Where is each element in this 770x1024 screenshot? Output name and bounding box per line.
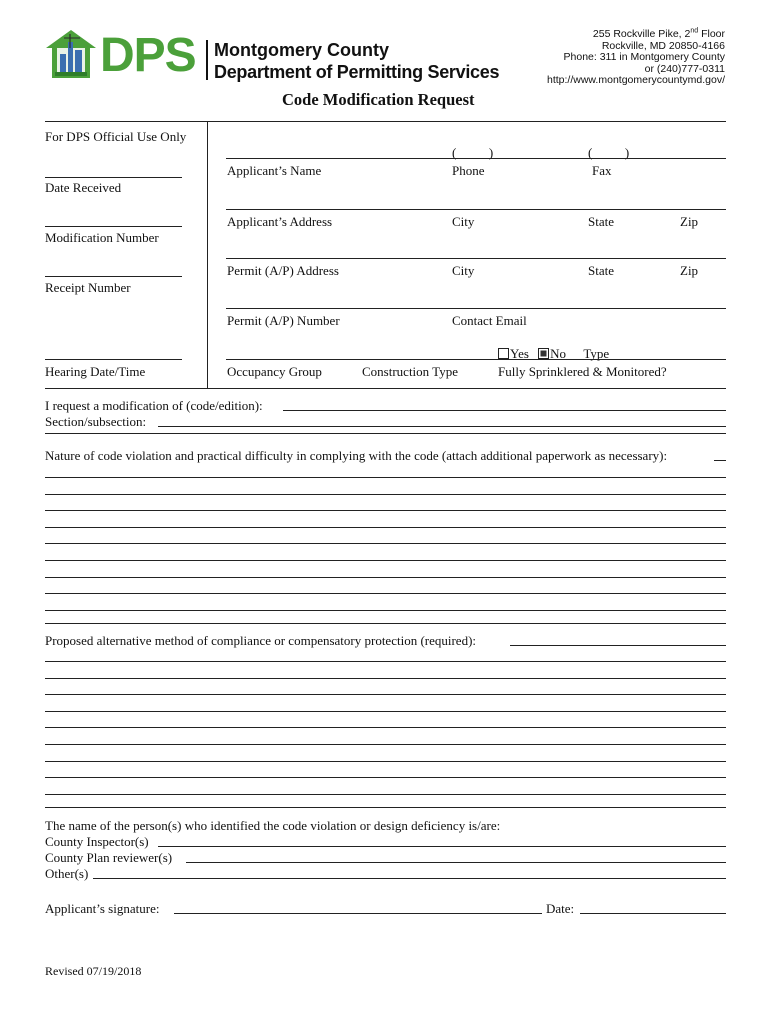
org-name-line1: Montgomery County [214,40,389,60]
nature-line-8[interactable] [45,593,726,594]
nature-label: Nature of code violation and practical difficulty in complying with the code (attach additional paperwork as necessary): [45,448,668,463]
modification-number-label: Modification Number [45,230,159,245]
applicant-address-field[interactable] [226,209,726,210]
proposed-line-8[interactable] [45,777,726,778]
nature-line-3[interactable] [45,510,726,511]
applicant-name-label: Applicant’s Name [227,163,322,178]
phone-paren: ( ) [452,145,494,160]
proposed-line-6[interactable] [45,744,726,745]
address-line2: Rockville, MD 20850-4166 [601,39,725,52]
applicant-name-field[interactable] [226,158,726,159]
permit-state-label: State [588,263,614,278]
yes-checkbox[interactable] [498,348,509,359]
inspector-label: County Inspector(s) [45,834,149,849]
hearing-date-label: Hearing Date/Time [45,364,146,379]
page-title: Code Modification Request [282,90,475,109]
phone-label: Phone [452,163,485,178]
no-label: No [550,346,567,361]
proposed-line-9[interactable] [45,794,726,795]
nature-line-4[interactable] [45,527,726,528]
signature-field[interactable] [174,913,542,914]
proposed-line-1[interactable] [45,661,726,662]
hearing-date-field[interactable] [45,359,182,360]
date-received-field[interactable] [45,177,182,178]
contact-email-label: Contact Email [452,313,527,328]
sprinklered-label: Fully Sprinklered & Monitored? [498,364,667,379]
code-edition-field[interactable] [283,410,726,411]
revised-date: Revised 07/19/2018 [45,964,142,978]
modification-number-field[interactable] [45,226,182,227]
date-received-label: Date Received [45,180,122,195]
plan-reviewer-field[interactable] [186,862,726,863]
others-label: Other(s) [45,866,89,881]
permit-city-label: City [452,263,475,278]
address-block [485,29,725,87]
dps-logo [44,28,204,84]
occupancy-field[interactable] [226,359,726,360]
nature-line-6[interactable] [45,560,726,561]
date-label: Date: [546,901,575,916]
house-icon [44,28,98,82]
official-use-heading: For DPS Official Use Only [45,129,187,144]
construction-type-label: Construction Type [362,364,458,379]
yes-label: Yes [510,346,529,361]
proposed-section-rule [45,807,726,808]
type-label: Type [583,346,610,361]
permit-number-field[interactable] [226,308,726,309]
city-label: City [452,214,475,229]
proposed-line-2[interactable] [45,678,726,679]
occupancy-group-label: Occupancy Group [227,364,322,379]
nature-line-9[interactable] [45,610,726,611]
permit-zip-label: Zip [680,263,699,278]
nature-line-1[interactable] [45,477,726,478]
nature-line-2[interactable] [45,494,726,495]
official-use-divider [207,121,208,388]
no-checkbox[interactable] [538,348,549,359]
address-line3: Phone: 311 in Montgomery County [563,51,725,63]
fax-paren: ( ) [588,145,630,160]
website-link[interactable]: http://www.montgomerycountymd.gov/ [547,74,725,86]
form-top-rule [45,121,726,122]
address-line1: 255 Rockville Pike, 2nd Floor [592,27,725,40]
permit-address-field[interactable] [226,258,726,259]
logo-divider [206,40,208,80]
proposed-line-0[interactable] [510,645,726,646]
proposed-line-3[interactable] [45,694,726,695]
section-field[interactable] [158,426,726,427]
proposed-label: Proposed alternative method of compliance or compensatory protection (required): [45,633,477,648]
others-field[interactable] [93,878,726,879]
identified-heading: The name of the person(s) who identified the code violation or design deficiency is/are: [45,818,501,833]
inspector-field[interactable] [158,846,726,847]
permit-address-label: Permit (A/P) Address [227,263,339,278]
request-section-rule [45,433,726,434]
logo-text: DPS [100,29,196,82]
nature-line-7[interactable] [45,577,726,578]
nature-line-5[interactable] [45,543,726,544]
proposed-line-4[interactable] [45,711,726,712]
applicant-address-label: Applicant’s Address [227,214,333,229]
code-edition-label: I request a modification of (code/edition): [45,398,263,413]
plan-reviewer-label: County Plan reviewer(s) [45,850,173,865]
receipt-number-field[interactable] [45,276,182,277]
fax-label: Fax [592,163,612,178]
section-label: Section/subsection: [45,414,147,429]
org-name-line2: Department of Permitting Services [214,62,500,82]
permit-number-label: Permit (A/P) Number [227,313,340,328]
receipt-number-label: Receipt Number [45,280,131,295]
zip-label: Zip [680,214,699,229]
nature-section-rule [45,623,726,624]
state-label: State [588,214,614,229]
nature-line-0[interactable] [714,460,726,461]
address-line4: or (240)777-0311 [644,62,725,75]
proposed-line-7[interactable] [45,761,726,762]
signature-label: Applicant’s signature: [45,901,160,916]
date-field[interactable] [580,913,726,914]
form-bottom-rule [45,388,726,389]
proposed-line-5[interactable] [45,727,726,728]
